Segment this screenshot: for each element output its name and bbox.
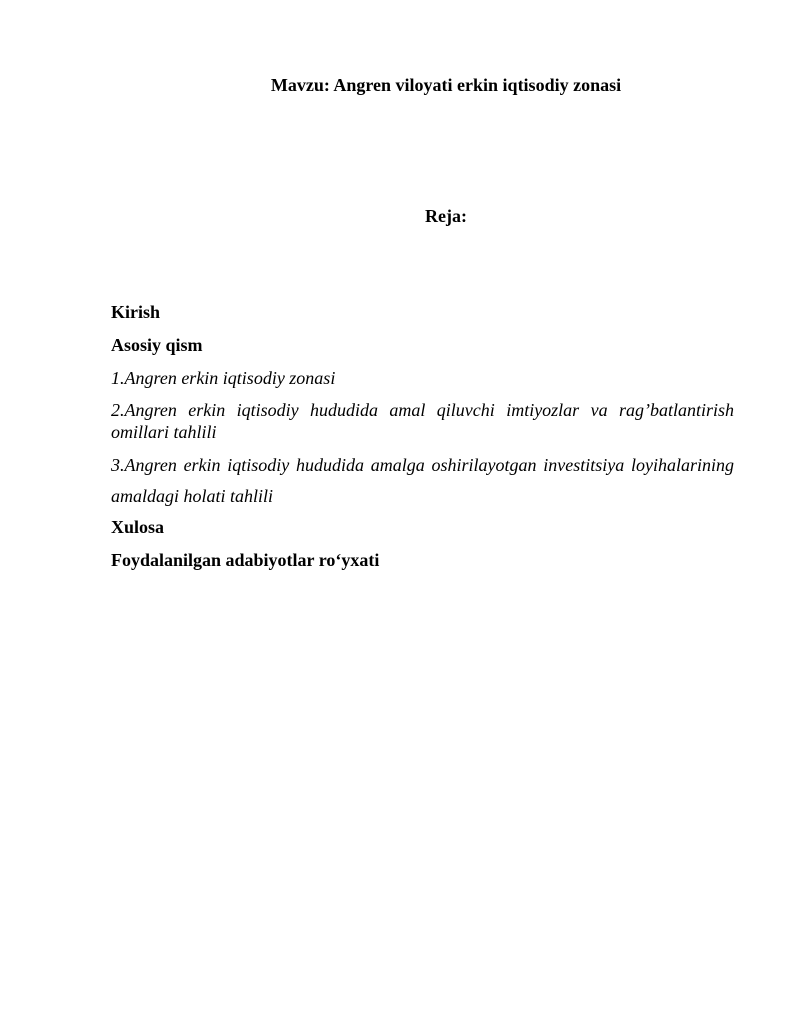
conclusion-heading: Xulosa [111,517,165,537]
plan-item-3-line-1 [111,454,734,476]
plan-item-1: 1.Angren erkin iqtisodiy zonasi [111,368,336,388]
plan-item-3-line-1-text: 3.Angren erkin iqtisodiy hududida amalga oshirilayotgan investitsiya loyihalarining [111,455,734,475]
plan-item-2-line-1 [111,399,734,421]
document-title: Mavzu: Angren viloyati erkin iqtisodiy zonasi [270,75,622,95]
plan-item-2-line-1-text: 2.Angren erkin iqtisodiy hududida amal qiluvchi imtiyozlar va rag’batlantirish [111,400,734,420]
plan-item-3-line-2: amaldagi holati tahlili [111,486,274,506]
references-heading: Foydalanilgan adabiyotlar ro‘yxati [111,550,380,570]
intro-heading: Kirish [111,302,161,322]
plan-heading: Reja: [425,206,467,226]
main-part-heading: Asosiy qism [111,335,203,355]
plan-item-2-line-2: omillari tahlili [111,422,217,442]
